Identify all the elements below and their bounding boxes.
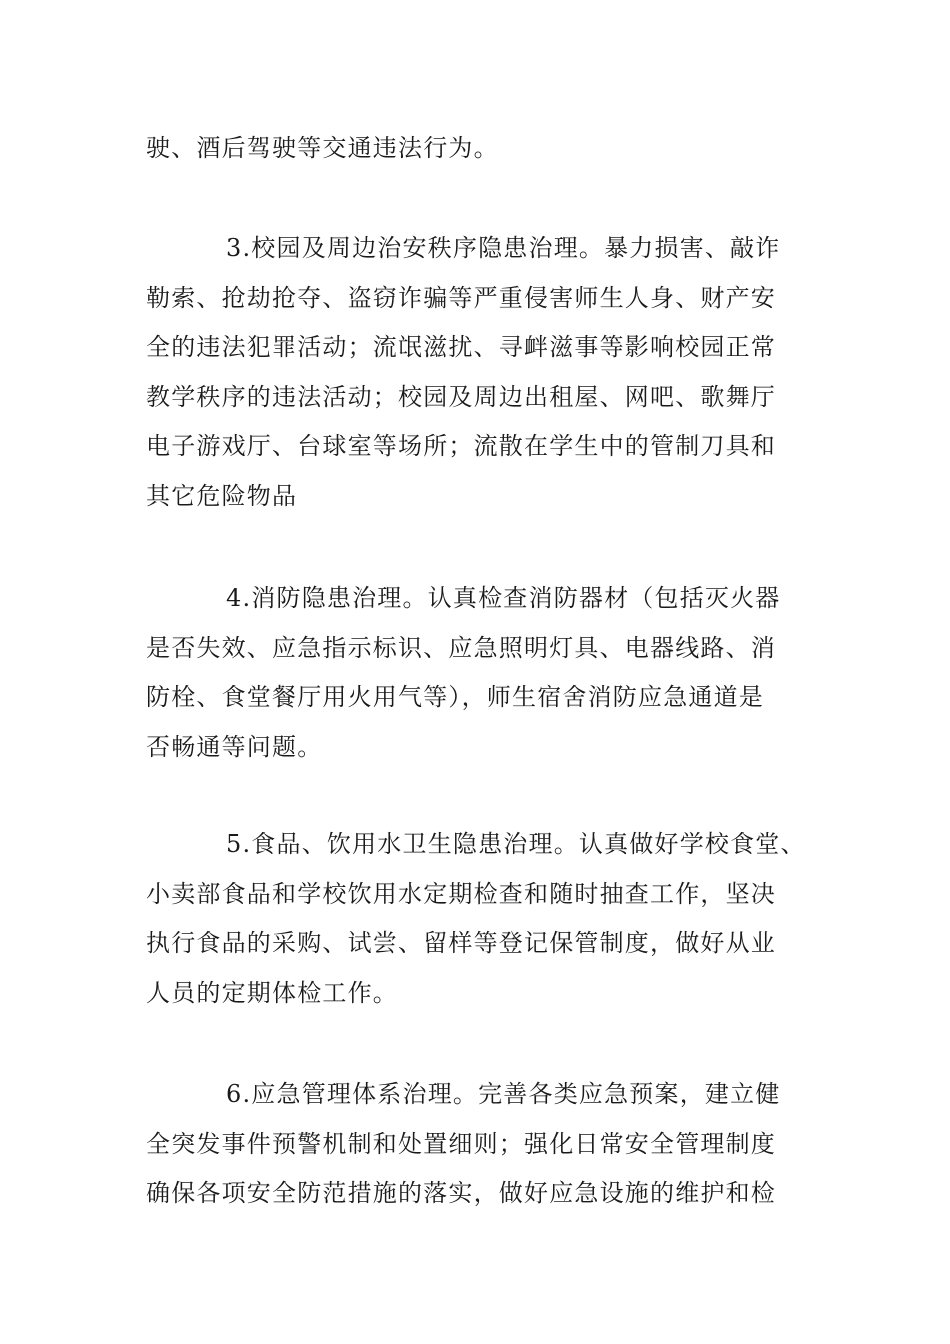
text-line: 是否失效、应急指示标识、应急照明灯具、电器线路、消 <box>146 633 776 662</box>
text-line: 全的违法犯罪活动；流氓滋扰、寻衅滋事等影响校园正常 <box>146 333 776 361</box>
paragraph-fire-safety <box>146 574 826 772</box>
text-line: 电子游戏厅、台球室等场所；流散在学生中的管制刀具和 <box>146 432 776 460</box>
paragraph-emergency-management <box>146 1070 826 1219</box>
text-line: 3.校园及周边治安秩序隐患治理。暴力损害、敲诈 <box>226 234 781 262</box>
text-line: 4.消防隐患治理。认真检查消防器材（包括灭火器 <box>226 584 781 612</box>
text-line: 5.食品、饮用水卫生隐患治理。认真做好学校食堂、 <box>226 830 806 858</box>
text-line: 全突发事件预警机制和处置细则；强化日常安全管理制度 <box>146 1129 776 1158</box>
text-line: 勒索、抢劫抢夺、盗窃诈骗等严重侵害师生人身、财产安 <box>146 283 776 312</box>
text-line: 小卖部食品和学校饮用水定期检查和随时抽查工作，坚决 <box>146 879 776 908</box>
paragraph-security-order <box>146 224 826 521</box>
text-line: 人员的定期体检工作。 <box>146 978 398 1007</box>
text-line: 6.应急管理体系治理。完善各类应急预案，建立健 <box>226 1080 781 1108</box>
paragraph-traffic-continued <box>146 124 826 174</box>
text-line: 其它危险物品 <box>146 481 298 510</box>
text-line: 教学秩序的违法活动；校园及周边出租屋、网吧、歌舞厅 <box>146 382 776 411</box>
text-line: 驶、酒后驾驶等交通违法行为。 <box>146 134 499 162</box>
text-line: 防栓、食堂餐厅用火用气等），师生宿舍消防应急通道是 <box>146 683 764 711</box>
text-line: 确保各项安全防范措施的落实，做好应急设施的维护和检 <box>146 1179 776 1207</box>
text-line: 执行食品的采购、试尝、留样等登记保管制度，做好从业 <box>146 929 776 957</box>
text-line: 否畅通等问题。 <box>146 732 323 761</box>
paragraph-food-water <box>146 820 826 1018</box>
